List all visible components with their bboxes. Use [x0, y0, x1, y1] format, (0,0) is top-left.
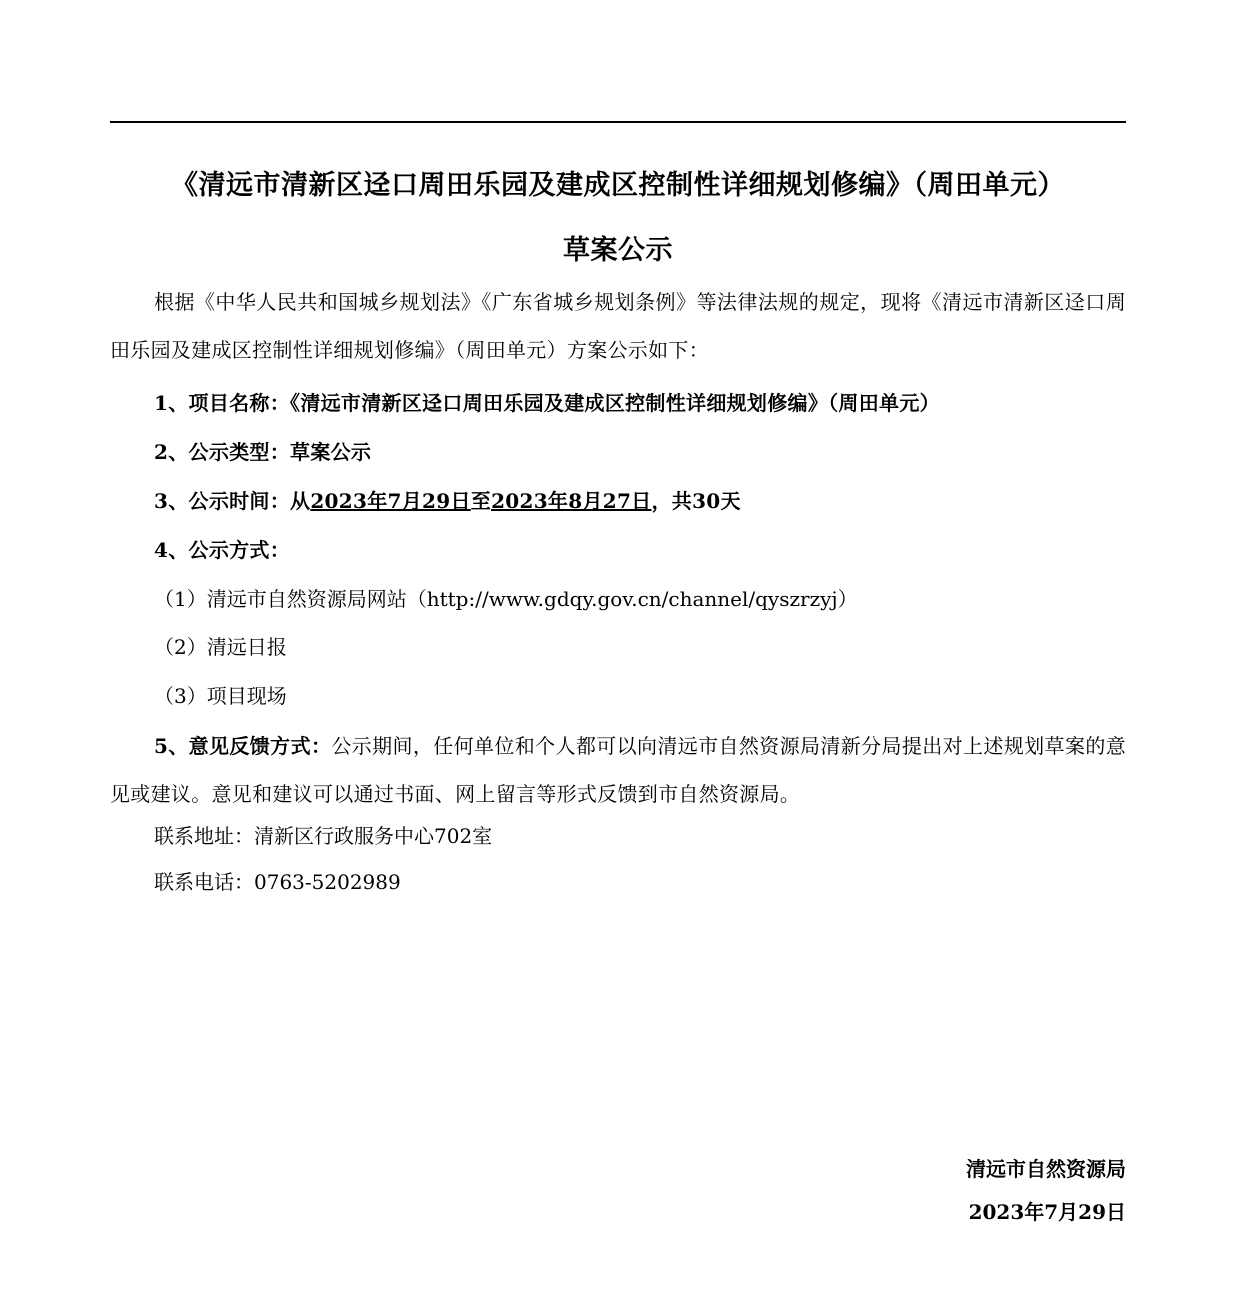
item-notice-period-label: 3、公示时间：从: [154, 489, 311, 513]
signature-date: 2023年7月29日: [968, 1200, 1126, 1224]
item-project-name-label: 1、项目名称：: [154, 391, 291, 415]
contact-phone: 联系电话：0763-5202989: [154, 870, 401, 894]
method-site: （3）项目现场: [154, 684, 287, 708]
notice-end-date: 2023年8月27日: [491, 489, 652, 513]
item-notice-methods: 4、公示方式：: [154, 538, 291, 562]
item-project-name-value: 《清远市清新区迳口周田乐园及建成区控制性详细规划修编》（周田单元）: [290, 391, 940, 415]
feedback-paragraph: [110, 722, 1126, 818]
document-subtitle: 草案公示: [563, 235, 673, 266]
method-website: （1）清远市自然资源局网站（http://www.gdqy.gov.cn/channel/qyszrzyj）: [154, 587, 858, 611]
item-notice-type: [154, 436, 371, 465]
notice-period-total: ，共30天: [651, 489, 741, 513]
document-title: 《清远市清新区迳口周田乐园及建成区控制性详细规划修编》（周田单元）: [171, 170, 1065, 201]
item-project-name: [154, 387, 940, 416]
item-notice-type-label: 2、公示类型：: [154, 440, 291, 464]
feedback-label: 5、意见反馈方式：: [154, 734, 332, 758]
intro-paragraph: 根据《中华人民共和国城乡规划法》《广东省城乡规划条例》等法律法规的规定，现将《清远市清新区迳口周田乐园及建成区控制性详细规划修编》（周田单元）方案公示如下：: [110, 290, 1126, 362]
item-notice-period: [154, 485, 741, 514]
header-rule: [110, 121, 1126, 123]
notice-start-date: 2023年7月29日: [310, 489, 471, 513]
method-newspaper: （2）清远日报: [154, 635, 287, 659]
contact-address: 联系地址：清新区行政服务中心702室: [154, 824, 493, 848]
notice-period-to: 至: [470, 489, 492, 513]
signature-org: 清远市自然资源局: [966, 1157, 1126, 1181]
item-notice-type-value: 草案公示: [290, 440, 372, 464]
feedback-text: 公示期间，任何单位和个人都可以向清远市自然资源局清新分局提出对上述规划草案的意见或建议。意见和建议可以通过书面、网上留言等形式反馈到市自然资源局。: [110, 734, 1126, 806]
